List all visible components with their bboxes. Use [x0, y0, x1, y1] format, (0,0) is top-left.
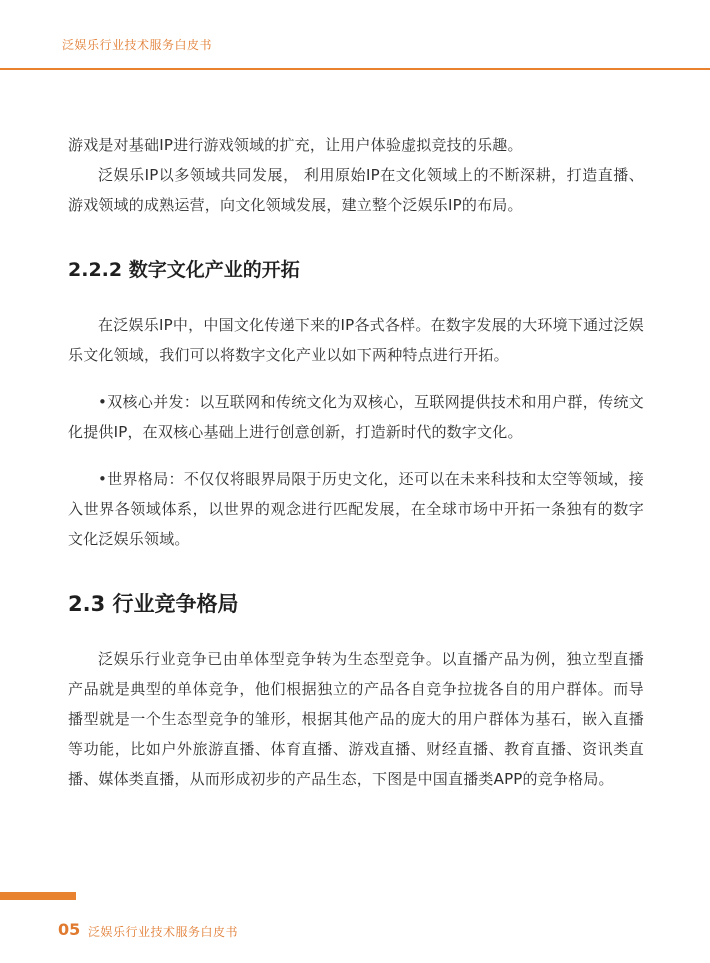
- page-number: 05: [58, 920, 81, 939]
- bullet-dual-core: •双核心并发：以互联网和传统文化为双核心，互联网提供技术和用户群，传统文化提供IP，在双核心基础上进行创意创新，打造新时代的数字文化。: [68, 393, 644, 441]
- paragraph-competition: 泛娱乐行业竞争已由单体型竞争转为生态型竞争。以直播产品为例，独立型直播产品就是典型的单体竞争，他们根据独立的产品各自竞争拉拢各自的用户群体。而导播型就是一个生态型竞争的雏形，根据其他产品的庞大的用户群体为基石，嵌入直播等功能，比如户外旅游直播、体育直播、游戏直播、财经直播、教育直播、资讯类直播、媒体类直播，从而形成初步的产品生态，下图是中国直播类APP的竞争格局。: [68, 650, 644, 788]
- paragraph-digital-culture: 在泛娱乐IP中，中国文化传递下来的IP各式各样。在数字发展的大环境下通过泛娱乐文化领域，我们可以将数字文化产业以如下两种特点进行开拓。: [68, 316, 644, 364]
- paragraph-ip-development: 泛娱乐IP以多领域共同发展， 利用原始IP在文化领域上的不断深耕，打造直播、游戏领域的成熟运营，向文化领域发展，建立整个泛娱乐IP的布局。: [68, 166, 644, 214]
- page-content: [68, 130, 644, 794]
- header-title: 泛娱乐行业技术服务白皮书: [62, 38, 213, 52]
- header-rule: [0, 68, 710, 70]
- footer-accent-bar: [0, 892, 76, 900]
- bullet-world-pattern: •世界格局：不仅仅将眼界局限于历史文化，还可以在未来科技和太空等领域，接入世界各领域体系，以世界的观念进行匹配发展，在全球市场中开拓一条独有的数字文化泛娱乐领域。: [68, 470, 644, 548]
- section-heading-2-2-2: 2.2.2 数字文化产业的开拓: [68, 259, 300, 281]
- section-heading-2-3: 2.3 行业竞争格局: [68, 592, 239, 616]
- footer-title: 泛娱乐行业技术服务白皮书: [88, 925, 239, 939]
- paragraph-continuation: 游戏是对基础IP进行游戏领域的扩充，让用户体验虚拟竞技的乐趣。: [68, 136, 523, 154]
